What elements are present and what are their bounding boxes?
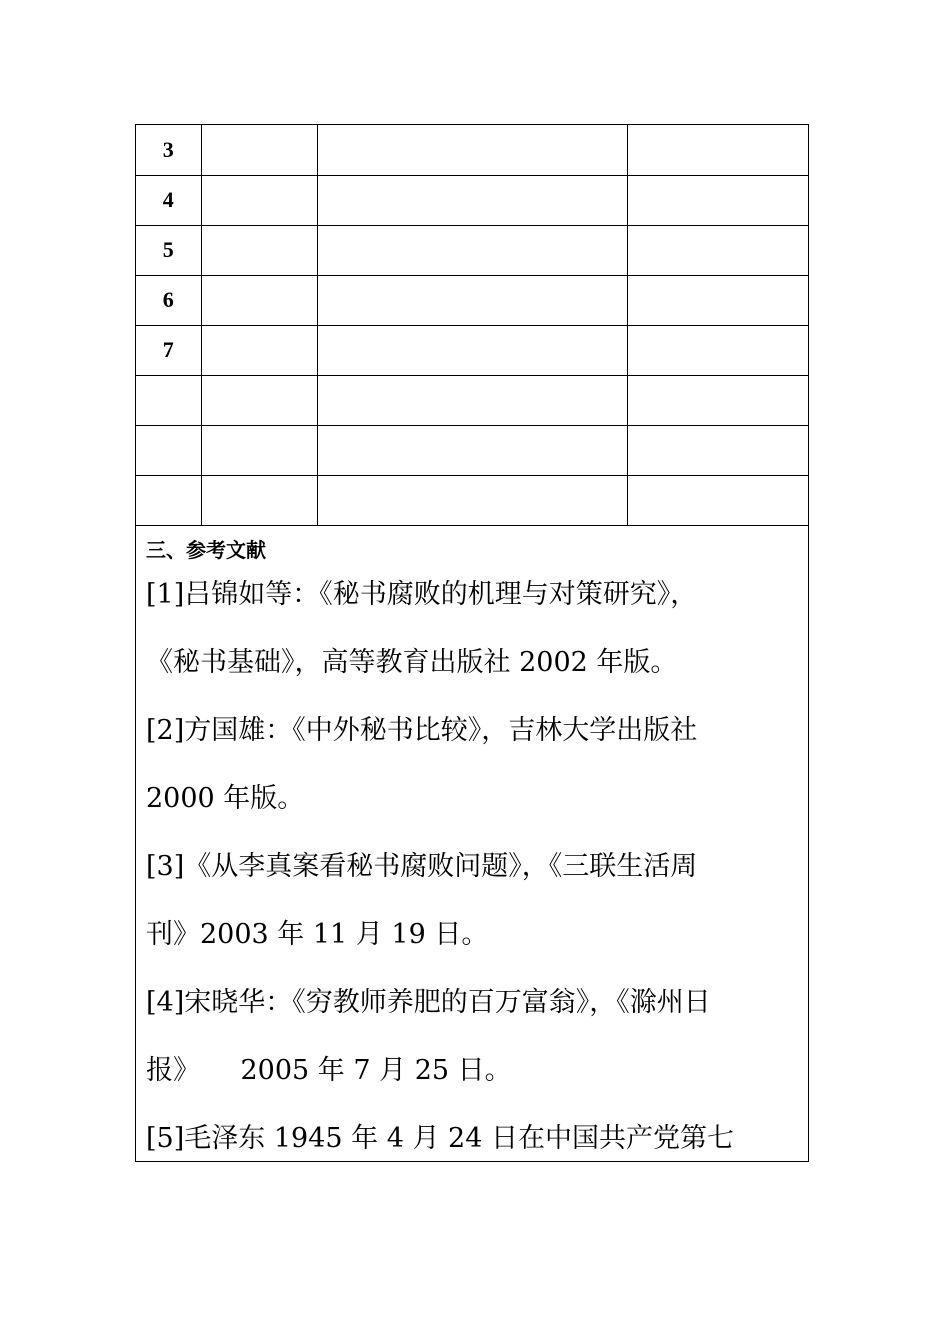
table-cell bbox=[201, 325, 317, 375]
reference-line: [5]毛泽东 1945 年 4 月 24 日在中国共产党第七 bbox=[146, 1123, 734, 1154]
table-cell bbox=[627, 125, 808, 175]
table-cell bbox=[317, 275, 627, 325]
table-cell bbox=[317, 125, 627, 175]
table-cell bbox=[627, 225, 808, 275]
table-cell bbox=[627, 475, 808, 525]
reference-line: [4]宋晓华：《穷教师养肥的百万富翁》，《滁州日 bbox=[146, 987, 711, 1018]
table-row bbox=[136, 475, 808, 525]
table-cell bbox=[627, 425, 808, 475]
row-number bbox=[136, 375, 201, 425]
row-number: 4 bbox=[136, 175, 201, 225]
row-number: 7 bbox=[136, 325, 201, 375]
progress-table bbox=[136, 125, 808, 526]
table-row bbox=[136, 175, 808, 225]
table-row bbox=[136, 325, 808, 375]
table-row bbox=[136, 375, 808, 425]
table-cell bbox=[627, 175, 808, 225]
table-cell bbox=[317, 325, 627, 375]
table-cell bbox=[317, 225, 627, 275]
table-cell bbox=[317, 475, 627, 525]
table-cell bbox=[317, 425, 627, 475]
table-cell bbox=[317, 175, 627, 225]
row-number bbox=[136, 475, 201, 525]
reference-line: [3]《从李真案看秘书腐败问题》，《三联生活周 bbox=[146, 851, 698, 882]
table-row bbox=[136, 425, 808, 475]
table-row bbox=[136, 125, 808, 175]
reference-line: 2000 年版。 bbox=[146, 783, 305, 814]
reference-line: [1]吕锦如等：《秘书腐败的机理与对策研究》， bbox=[146, 579, 698, 610]
row-number: 6 bbox=[136, 275, 201, 325]
table-cell bbox=[317, 375, 627, 425]
table-cell bbox=[201, 225, 317, 275]
table-row bbox=[136, 275, 808, 325]
table-cell bbox=[627, 375, 808, 425]
table-cell bbox=[201, 475, 317, 525]
table-cell bbox=[627, 325, 808, 375]
table-cell bbox=[201, 125, 317, 175]
reference-line: [2]方国雄：《中外秘书比较》，吉林大学出版社 bbox=[146, 715, 698, 746]
row-number: 5 bbox=[136, 225, 201, 275]
table-cell bbox=[201, 175, 317, 225]
table-cell bbox=[201, 425, 317, 475]
row-number: 3 bbox=[136, 125, 201, 175]
row-number bbox=[136, 425, 201, 475]
table-cell bbox=[201, 275, 317, 325]
references-heading: 三、参考文献 bbox=[146, 538, 266, 562]
reference-line: 报》 2005 年 7 月 25 日。 bbox=[146, 1055, 512, 1086]
table-cell bbox=[627, 275, 808, 325]
reference-line: 刊》2003 年 11 月 19 日。 bbox=[146, 919, 489, 950]
references-section bbox=[146, 535, 806, 1173]
document-table-frame bbox=[135, 124, 809, 1162]
reference-line: 《秘书基础》，高等教育出版社 2002 年版。 bbox=[146, 647, 678, 678]
table-cell bbox=[201, 375, 317, 425]
table-row bbox=[136, 225, 808, 275]
